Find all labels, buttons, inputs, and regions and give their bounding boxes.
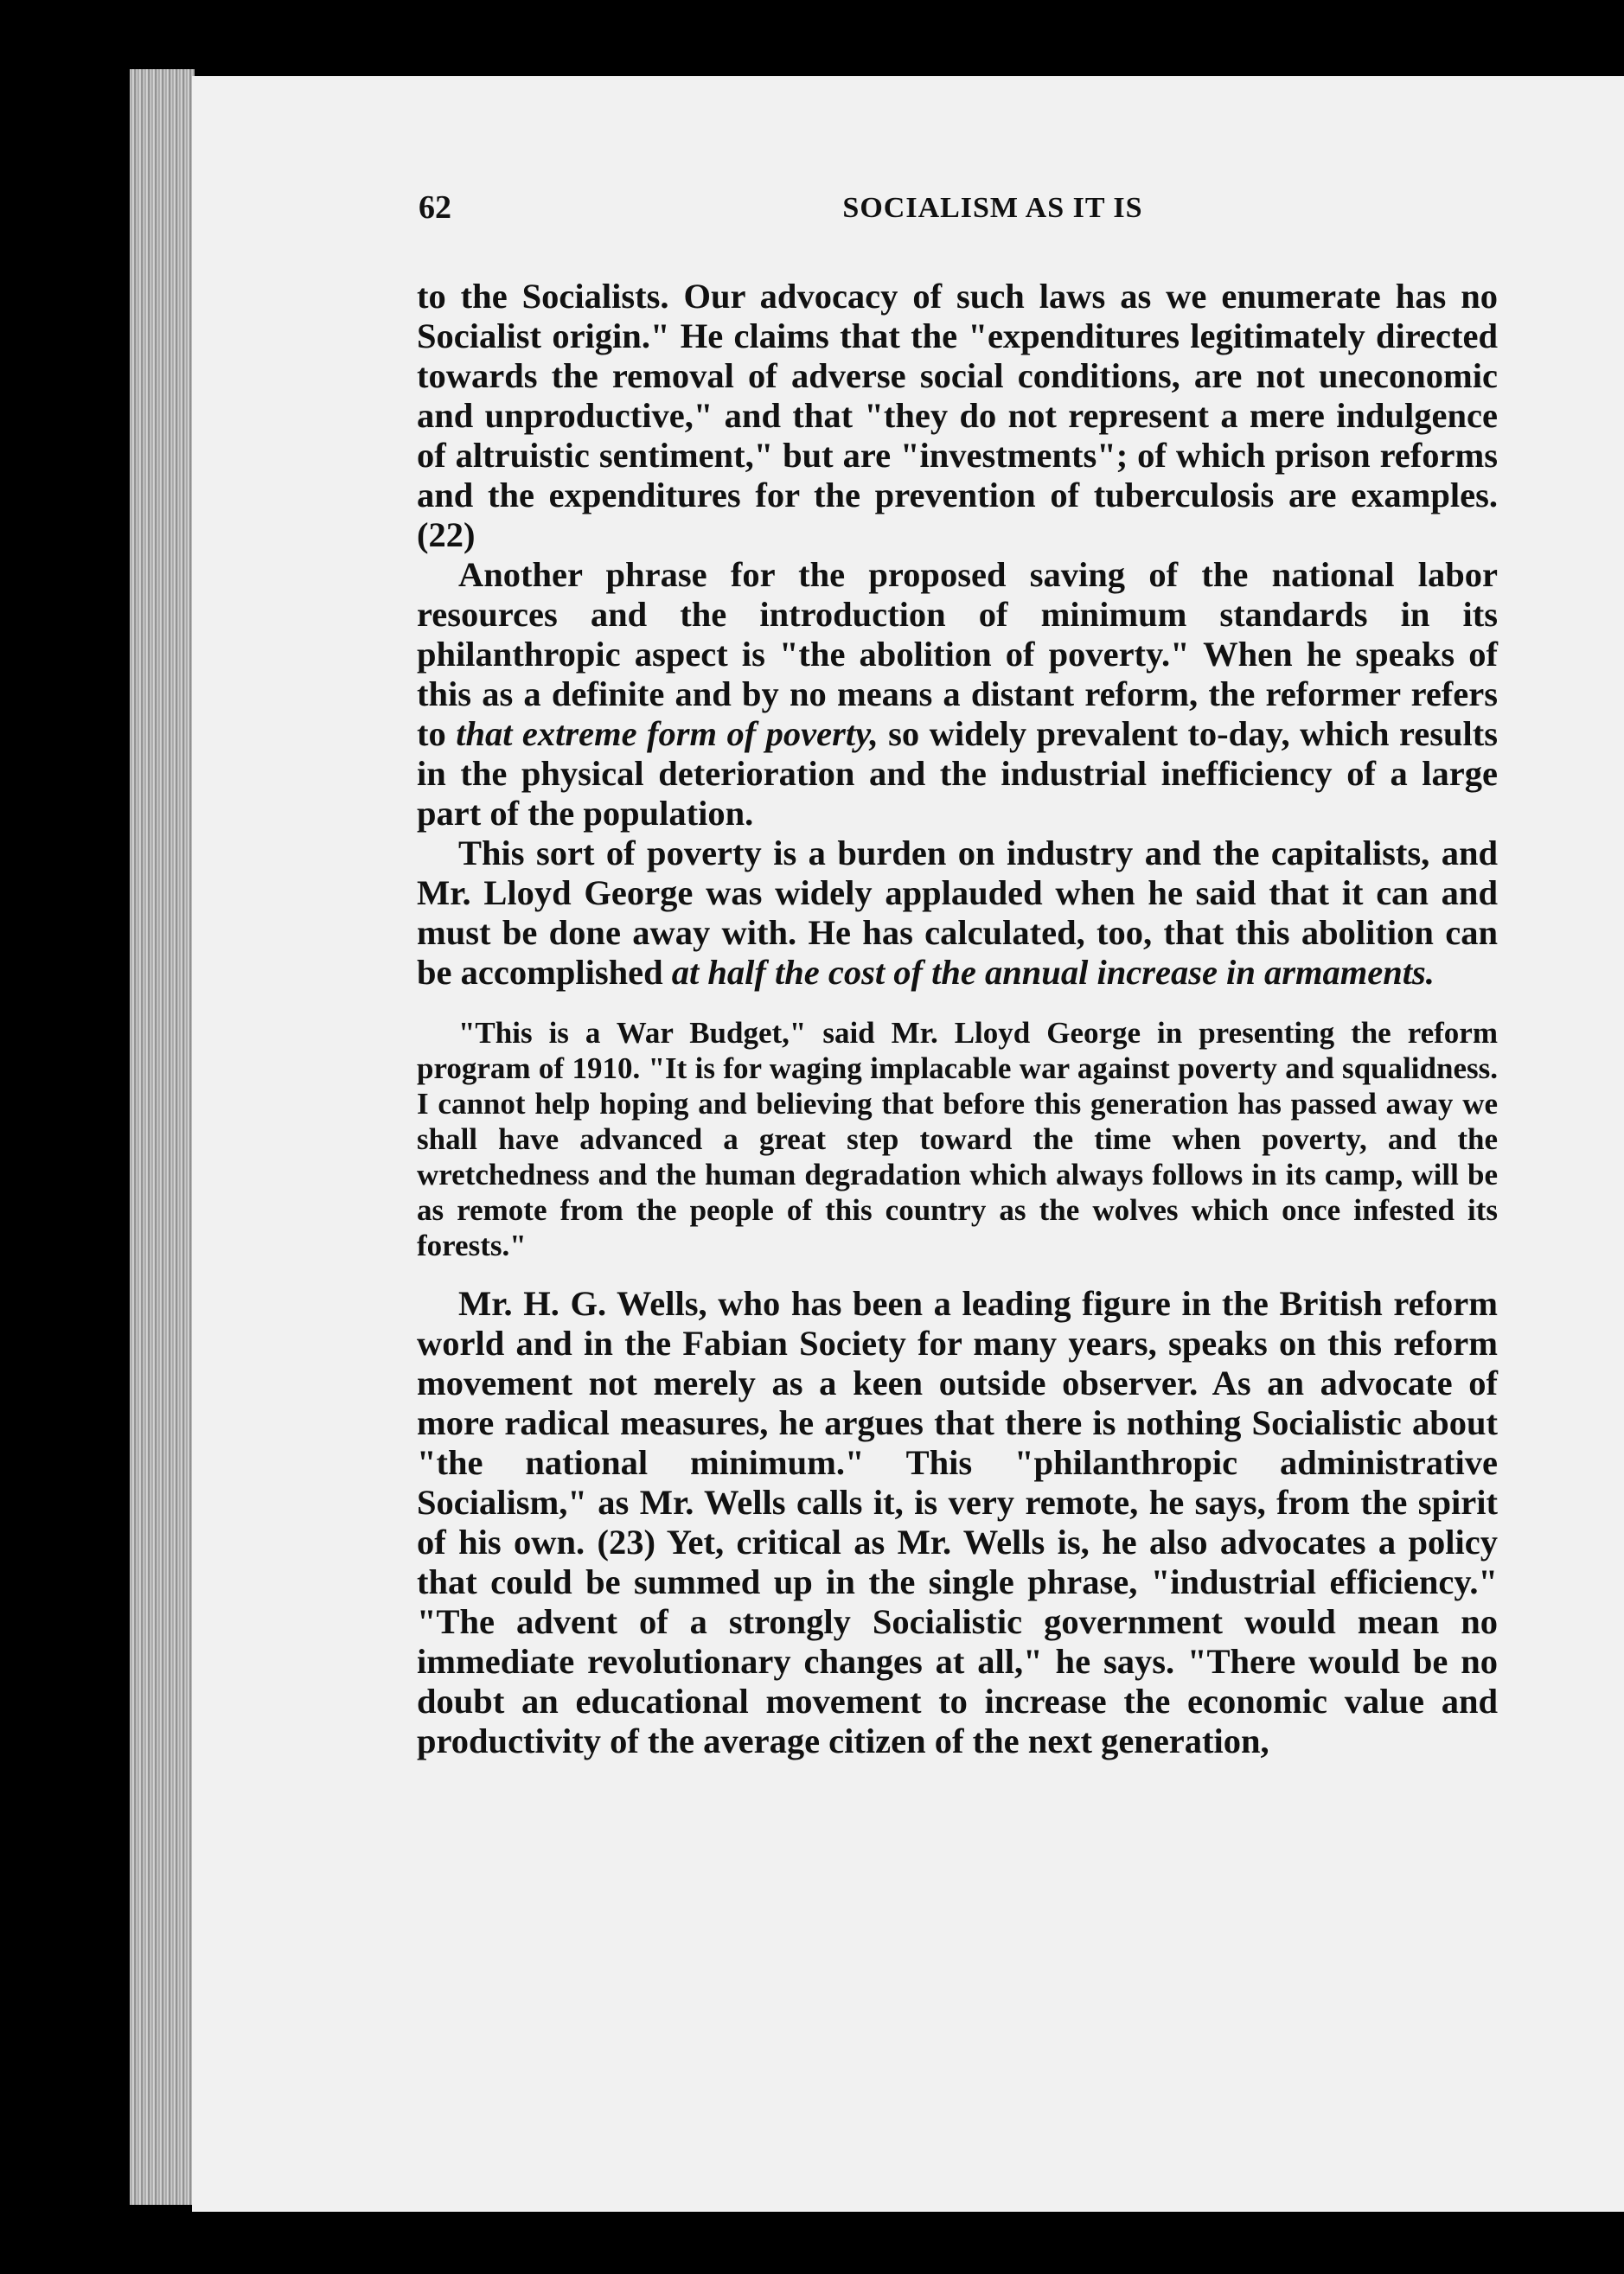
paragraph-3: [417, 834, 1498, 993]
block-quote: "This is a War Budget," said Mr. Lloyd George in presenting the reform program of 1910. "It is for waging implacable war against poverty and squalidness. I cannot help hoping and believing that before this generation has passed away we shall have advanced a great step toward the time when poverty, and the wretchedness and the human degradation which always follows in its camp, will be as remote from the people of this country as the wolves which once infested its forests.": [417, 1016, 1498, 1262]
paragraph-3-emphasis: at half the cost of the annual increase in armaments.: [671, 953, 1435, 992]
paragraph-2-text-a: Another phrase for the proposed saving of the national labor resources and the introduction of minimum standards in its philanthropic aspect is "the abolition of poverty." When he speaks of this as a definite and by no means a distant reform, the reformer refers to: [417, 555, 1498, 753]
paragraph-2: [417, 555, 1498, 834]
paragraph-2-text-b: so widely prevalent to-day, which results in the physical deterioration and the industrial inefficiency of a large part of the population.: [417, 714, 1498, 833]
paragraph-3-text-a: This sort of poverty is a burden on industry and the capitalists, and Mr. Lloyd George was widely applauded when he said that it can and must be done away with. He has calculated, too, that this abolition can be accomplished: [417, 834, 1498, 992]
page-number: 62: [419, 189, 451, 226]
running-head: SOCIALISM AS IT IS: [842, 192, 1143, 224]
paragraph-1: to the Socialists. Our advocacy of such laws as we enumerate has no Socialist origin." He claims that the "expenditures legitimately directed towards the removal of adverse social conditions, are not uneconomic and unproductive," and that "they do not represent a mere indulgence of altruistic sentiment," but are "investments"; of which prison reforms and the expenditures for the prevention of tuberculosis are examples. (22): [417, 277, 1498, 554]
book-page-edges: [130, 69, 195, 2205]
paragraph-2-emphasis: that extreme form of poverty,: [456, 714, 879, 753]
paragraph-4: Mr. H. G. Wells, who has been a leading figure in the British reform world and in the Fabian Society for many years, speaks on this reform movement not merely as a keen outside observer. As an advocate of more radical measures, he argues that there is nothing Socialistic about "the national minimum." This "philanthropic administrative Socialism," as Mr. Wells calls it, is very remote, he says, from the spirit of his own. (23) Yet, critical as Mr. Wells is, he also advocates a policy that could be summed up in the single phrase, "industrial efficiency." "The advent of a strongly Socialistic government would mean no immediate revolutionary changes at all," he says. "There would be no doubt an educational movement to increase the economic value and productivity of the average citizen of the next generation,: [417, 1284, 1498, 1760]
page-body: [417, 277, 1498, 1761]
page-header: [419, 188, 1498, 237]
